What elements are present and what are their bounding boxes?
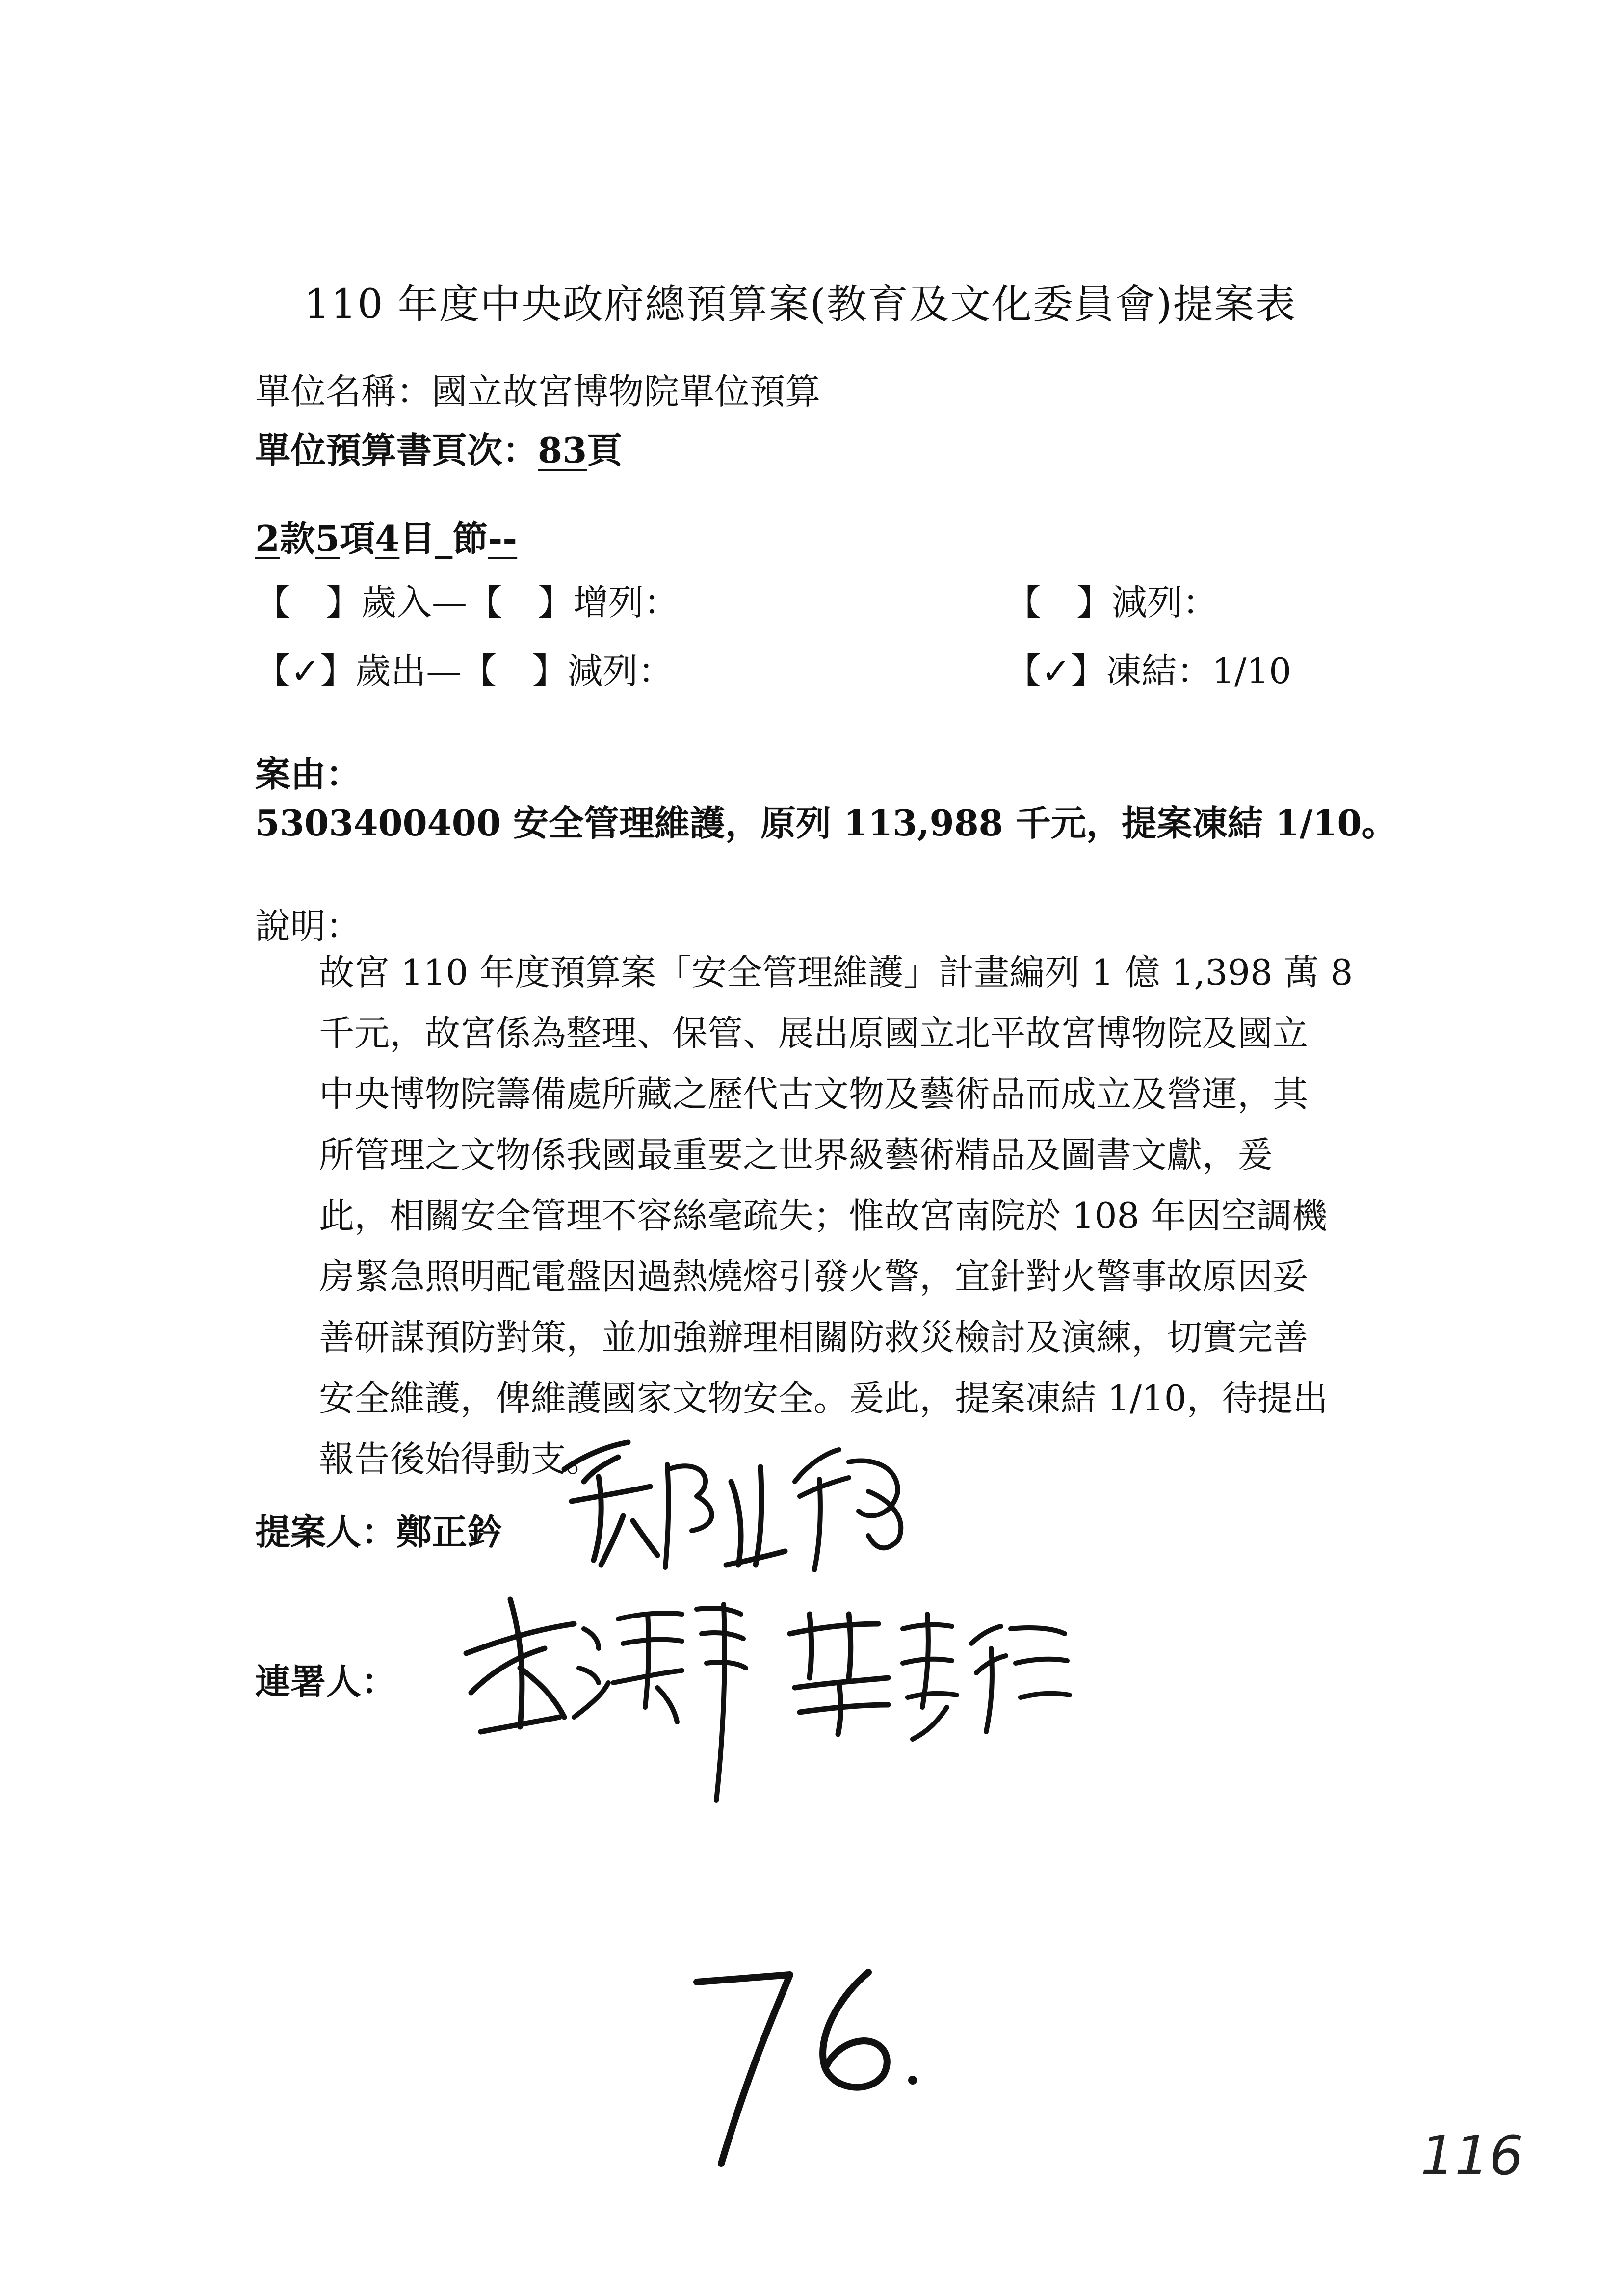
mu-value: 4: [375, 518, 400, 559]
budget-page-suffix: 頁: [587, 429, 623, 471]
cosigner-signature-1: [451, 1570, 765, 1815]
xiang-label: 項: [340, 518, 375, 559]
revenue-row: [255, 574, 679, 625]
proposer-signature: [554, 1423, 927, 1585]
freeze-row: [1006, 643, 1291, 694]
budget-page-line: [255, 422, 622, 473]
cut-checkbox-right: 【 】: [1006, 582, 1112, 623]
reason-heading: 案由：: [255, 753, 362, 795]
freeze-checkbox: 【✓】: [1006, 651, 1106, 692]
mu-label: 目: [399, 518, 435, 559]
cut-label-right: 減列：: [1112, 582, 1218, 623]
explanation-line: 故宮 110 年度預算案「安全管理維護」計畫編列 1 億 1,398 萬 8: [319, 952, 1353, 993]
cosigner-label: 連署人：: [255, 1661, 397, 1702]
explanation-line: 房緊急照明配電盤因過熱燒熔引發火警，宜針對火警事故原因妥: [319, 1256, 1309, 1297]
handwritten-number-drawing: [677, 1953, 952, 2178]
explanation-body: [319, 942, 1408, 1489]
kuan-label: 款: [280, 518, 315, 559]
jie-value: --: [488, 518, 518, 559]
freeze-label: 凍結：1/10: [1106, 651, 1292, 692]
explanation-line: 善研謀預防對策，並加強辦理相關防救災檢討及演練，切實完善: [319, 1317, 1309, 1358]
budget-classification: [255, 510, 517, 561]
add-checkbox: 【 】: [467, 582, 574, 623]
reason-text: 5303400400 安全管理維護，原列 113,988 千元，提案凍結 1/10。: [255, 802, 1397, 844]
proposer-label: 提案人：: [255, 1511, 397, 1553]
unit-name-line: [255, 363, 820, 414]
budget-page-number: 83: [538, 429, 587, 471]
budget-page-label: 單位預算書頁次：: [255, 429, 538, 471]
cut-row-right: [1006, 574, 1218, 625]
cosigner-signature-2: [780, 1599, 1074, 1747]
revenue-checkbox: 【 】: [255, 582, 362, 623]
proposer-line: [255, 1504, 502, 1555]
expense-label: 歲出—: [355, 651, 462, 692]
explanation-heading: 說明：: [255, 906, 362, 947]
explanation-line: 安全維護，俾維護國家文物安全。爰此，提案凍結 1/10，待提出: [319, 1378, 1328, 1419]
proposer-name: 鄭正鈐: [396, 1511, 503, 1553]
expense-checkbox: 【✓】: [255, 651, 356, 692]
unit-name-value: 國立故宮博物院單位預算: [432, 371, 821, 412]
handwritten-number: [677, 1953, 952, 2180]
add-label: 增列：: [573, 582, 680, 623]
document-title: 110 年度中央政府總預算案(教育及文化委員會)提案表: [304, 281, 1297, 328]
cut-checkbox: 【 】: [461, 651, 568, 692]
unit-name-label: 單位名稱：: [255, 371, 432, 412]
cut-label: 減列：: [567, 651, 674, 692]
explanation-line: 報告後始得動支。: [319, 1438, 602, 1480]
explanation-line: 所管理之文物係我國最重要之世界級藝術精品及圖書文獻，爰: [319, 1134, 1273, 1175]
jie-blank: _: [435, 518, 453, 559]
explanation-line: 中央博物院籌備處所藏之歷代古文物及藝術品而成立及營運，其: [319, 1073, 1309, 1115]
xiang-value: 5: [315, 518, 340, 559]
expense-row: [255, 643, 673, 694]
kuan-value: 2: [255, 518, 280, 559]
revenue-label: 歲入—: [361, 582, 468, 623]
page-number: 116: [1420, 2124, 1523, 2187]
jie-label: 節: [452, 518, 488, 559]
explanation-line: 此，相關安全管理不容絲毫疏失；惟故宮南院於 108 年因空調機: [319, 1195, 1328, 1236]
explanation-line: 千元，故宮係為整理、保管、展出原國立北平故宮博物院及國立: [319, 1013, 1309, 1054]
